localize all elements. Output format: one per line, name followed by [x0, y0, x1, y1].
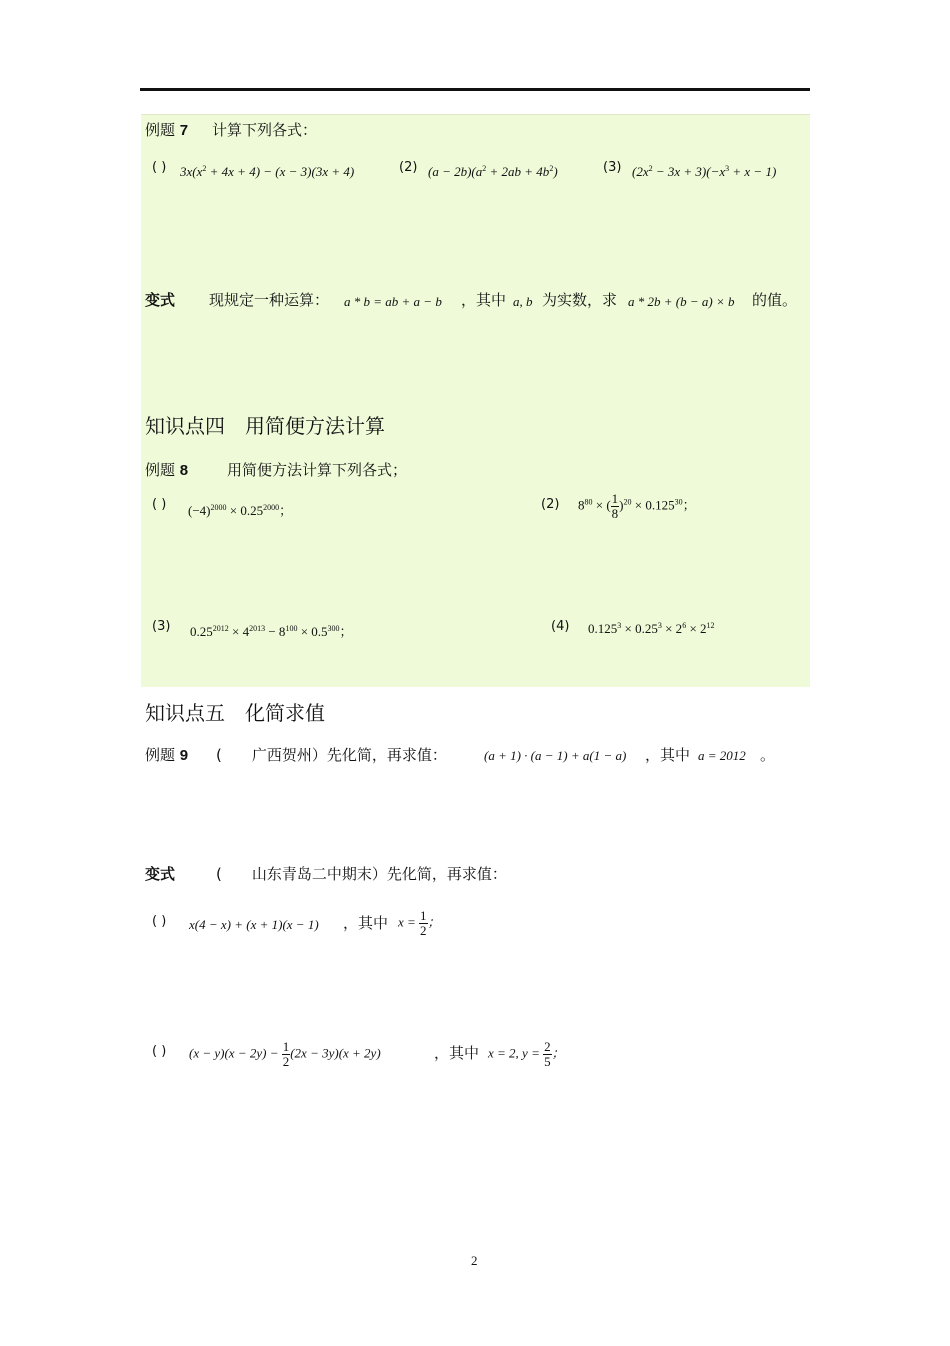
highlight-region	[141, 114, 810, 687]
ex8-item-2-expr: $8^{80}$ × ( $\frac{1}{8}$ )$^{20} \times 0.125^{30}$；	[578, 491, 696, 521]
ex7-item-2-num: (2)	[399, 160, 418, 175]
var2-item-2-mid: ，其中	[434, 1044, 480, 1062]
var2-item-1-num: ( )	[152, 914, 167, 929]
header-rule	[140, 88, 810, 91]
example-8-label: 例题 8	[145, 461, 189, 479]
example-9-expr: (a + 1) · (a − 1) + a(1 − a)	[484, 748, 627, 763]
example-8-instruction: 用简便方法计算下列各式；	[227, 461, 408, 479]
ex8-item-1-expr: $(-4)^{2000} \times 0.25^{2000}$；	[188, 503, 293, 518]
example-7-label: 例题 7	[145, 121, 189, 139]
variant-1-text-d: 的值。	[752, 291, 798, 309]
ex7-item-2-expr: $(a - 2b)(a^2 + 2ab + 4b^2)$	[428, 164, 558, 179]
ex8-item-3-expr: $0.25^{2012} \times 4^{2013} - 8^{100} \times 0.5^{300}$；	[190, 624, 353, 639]
var2-item-1-expr: x(4 − x) + (x + 1)(x − 1)	[189, 917, 319, 932]
ex7-item-1-expr: $3x(x^2 + 4x + 4) - (x - 3)(3x + 4)$	[180, 164, 355, 179]
ex8-item-4-expr: $0.125^3 \times 0.25^3 \times 2^6 \times 2^{12}$	[588, 621, 715, 636]
ex8-item-1-num: ( )	[152, 497, 167, 512]
ex7-item-3-num: (3)	[603, 160, 622, 175]
page-number: 2	[471, 1253, 478, 1268]
variant-1-label: 变式	[145, 291, 176, 309]
variant-1-expr-b: a, b	[513, 294, 533, 309]
section-5-heading: 知识点五 化简求值	[145, 701, 325, 725]
ex7-item-3-expr: $(2x^2 - 3x + 3)(-x^3 + x - 1)$	[632, 164, 777, 179]
highlight-edge	[141, 114, 810, 115]
example-9-source: ( 广西贺州）先化简，再求值：	[216, 746, 447, 764]
variant-1-expr-a: a * b = ab + a − b	[344, 294, 442, 309]
variant-2-source: ( 山东青岛二中期末）先化简，再求值：	[216, 865, 507, 883]
example-7-instruction: 计算下列各式：	[212, 121, 318, 139]
variant-1-text-b: ，其中	[461, 291, 507, 309]
example-9-label: 例题 9	[145, 746, 189, 764]
ex7-item-1-num: ( )	[152, 160, 167, 175]
ex8-item-4-num: (4)	[551, 619, 570, 634]
variant-1-expr-c: a * 2b + (b − a) × b	[628, 294, 735, 309]
ex8-item-3-num: (3)	[152, 619, 171, 634]
var2-item-2-cond: x = 2, y = $\frac{2}{5}$ ；	[488, 1039, 565, 1069]
example-9-text-b: ，其中	[645, 746, 691, 764]
var2-item-2-num: ( )	[152, 1044, 167, 1059]
ex8-item-2-num: (2)	[541, 497, 560, 512]
var2-item-1-mid: ，其中	[343, 914, 389, 932]
example-9-end: 。	[760, 746, 776, 764]
var2-item-2-expr: (x − y)(x − 2y) − $\frac{1}{2}$ (2x − 3y)(x + 2y)	[189, 1039, 381, 1069]
section-4-heading: 知识点四 用简便方法计算	[145, 414, 385, 438]
example-9-cond: a = 2012	[698, 748, 746, 763]
variant-1-text-a: 现规定一种运算：	[209, 291, 330, 309]
variant-2-label: 变式	[145, 865, 176, 883]
variant-1-text-c: 为实数，求	[542, 291, 618, 309]
var2-item-1-cond: x = $\frac{1}{2}$ ；	[398, 908, 441, 938]
